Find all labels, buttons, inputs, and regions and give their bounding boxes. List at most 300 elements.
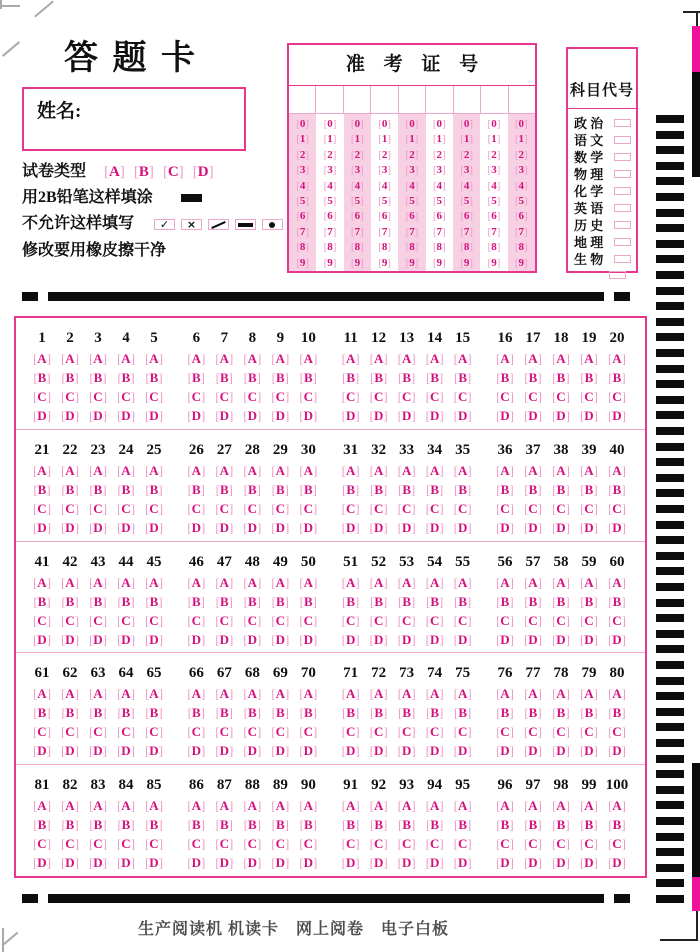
admission-digit-bubble[interactable]: [3] [405, 164, 419, 177]
option-bubble-B[interactable]: [B] [496, 593, 514, 609]
option-bubble-D[interactable]: [D] [607, 408, 627, 423]
option-bubble-A[interactable]: [A] [579, 574, 599, 590]
option-bubble-D[interactable]: [D] [369, 519, 388, 535]
option-bubble-A[interactable]: [A] [271, 798, 290, 814]
option-bubble-A[interactable]: [A] [523, 798, 543, 814]
option-bubble-A[interactable]: [A] [60, 798, 80, 814]
option-bubble-D[interactable]: [D] [116, 408, 136, 423]
option-bubble-D[interactable]: [D] [144, 631, 164, 647]
option-bubble-A[interactable]: [A] [523, 351, 543, 366]
option-bubble-B[interactable]: [B] [299, 817, 317, 833]
option-bubble-A[interactable]: [A] [607, 798, 627, 814]
option-bubble-D[interactable]: [D] [397, 519, 416, 535]
option-bubble-B[interactable]: [B] [187, 593, 205, 609]
option-bubble-B[interactable]: [B] [369, 705, 388, 721]
option-bubble-B[interactable]: [B] [117, 593, 135, 609]
option-bubble-D[interactable]: [D] [453, 408, 472, 423]
option-bubble-A[interactable]: [A] [425, 351, 444, 366]
option-bubble-D[interactable]: [D] [453, 855, 472, 871]
admission-digit-bubble[interactable]: [7] [323, 225, 337, 238]
option-bubble-B[interactable]: [B] [61, 593, 79, 609]
option-bubble-C[interactable]: [C] [187, 724, 206, 740]
option-bubble-D[interactable]: [D] [341, 631, 360, 647]
option-bubble-C[interactable]: [C] [369, 836, 388, 852]
option-bubble-C[interactable]: [C] [341, 836, 360, 852]
admission-digit-bubble[interactable]: [2] [405, 148, 419, 161]
option-bubble-A[interactable]: [A] [397, 686, 416, 702]
admission-digit-bubble[interactable]: [8] [514, 241, 528, 254]
option-bubble-C[interactable]: [C] [341, 724, 360, 740]
option-bubble-A[interactable]: [A] [187, 462, 206, 478]
option-bubble-A[interactable]: [A] [607, 351, 627, 366]
option-bubble-B[interactable]: [B] [117, 481, 135, 497]
option-bubble-B[interactable]: [B] [145, 817, 163, 833]
admission-write-cell[interactable] [509, 86, 535, 113]
option-bubble-B[interactable]: [B] [271, 817, 289, 833]
option-bubble-C[interactable]: [C] [607, 389, 627, 404]
option-bubble-C[interactable]: [C] [299, 612, 318, 628]
subject-checkbox[interactable] [614, 170, 631, 178]
option-bubble-A[interactable]: [A] [215, 798, 234, 814]
option-bubble-A[interactable]: [A] [32, 574, 52, 590]
option-bubble-A[interactable]: [A] [369, 462, 388, 478]
option-bubble-C[interactable]: [C] [32, 500, 52, 516]
admission-write-cell[interactable] [399, 86, 426, 113]
option-bubble-B[interactable]: [B] [271, 593, 289, 609]
option-bubble-C[interactable]: [C] [271, 836, 290, 852]
option-bubble-B[interactable]: [B] [552, 481, 570, 497]
admission-digit-bubble[interactable]: [9] [323, 256, 337, 269]
option-bubble-C[interactable]: [C] [243, 612, 262, 628]
option-bubble-C[interactable]: [C] [32, 612, 52, 628]
option-bubble-C[interactable]: [C] [116, 612, 136, 628]
admission-digit-bubble[interactable]: [8] [350, 241, 364, 254]
option-bubble-A[interactable]: [A] [243, 351, 262, 366]
admission-digit-bubble[interactable]: [0] [432, 118, 446, 130]
option-bubble-D[interactable]: [D] [523, 519, 543, 535]
option-bubble-C[interactable]: [C] [60, 836, 80, 852]
admission-digit-bubble[interactable]: [3] [323, 164, 337, 177]
option-bubble-C[interactable]: [C] [215, 836, 234, 852]
option-bubble-D[interactable]: [D] [551, 743, 571, 759]
subject-checkbox[interactable] [614, 187, 631, 195]
admission-digit-bubble[interactable]: [2] [378, 148, 392, 161]
option-bubble-D[interactable]: [D] [116, 519, 136, 535]
option-bubble-D[interactable]: [D] [341, 743, 360, 759]
admission-digit-bubble[interactable]: [5] [432, 195, 446, 208]
option-bubble-C[interactable]: [C] [299, 836, 318, 852]
option-bubble-C[interactable]: [C] [88, 612, 108, 628]
option-bubble-D[interactable]: [D] [607, 855, 627, 871]
option-bubble-D[interactable]: [D] [32, 408, 52, 423]
admission-digit-bubble[interactable]: [7] [296, 225, 310, 238]
option-bubble-D[interactable]: [D] [116, 855, 136, 871]
option-bubble-B[interactable]: [B] [608, 481, 626, 497]
option-bubble-D[interactable]: [D] [187, 519, 206, 535]
option-bubble-B[interactable]: [B] [524, 705, 542, 721]
option-bubble-A[interactable]: [A] [299, 462, 318, 478]
option-bubble-D[interactable]: [D] [243, 855, 262, 871]
option-bubble-C[interactable]: [C] [495, 500, 515, 516]
admission-digit-bubble[interactable]: [6] [487, 210, 501, 223]
option-bubble-B[interactable]: [B] [496, 705, 514, 721]
option-bubble-C[interactable]: [C] [88, 389, 108, 404]
admission-digit-bubble[interactable]: [4] [323, 179, 337, 192]
option-bubble-D[interactable]: [D] [397, 408, 416, 423]
option-bubble-C[interactable]: [C] [523, 389, 543, 404]
option-bubble-A[interactable]: [A] [523, 686, 543, 702]
option-bubble-D[interactable]: [D] [60, 631, 80, 647]
admission-digit-bubble[interactable]: [2] [350, 148, 364, 161]
option-bubble-D[interactable]: [D] [271, 855, 290, 871]
option-bubble-C[interactable]: [C] [116, 500, 136, 516]
option-bubble-B[interactable]: [B] [33, 593, 51, 609]
option-bubble-B[interactable]: [B] [33, 817, 51, 833]
admission-digit-bubble[interactable]: [6] [460, 210, 474, 223]
option-bubble-D[interactable]: [D] [187, 855, 206, 871]
option-bubble-D[interactable]: [D] [551, 519, 571, 535]
option-bubble-B[interactable]: [B] [187, 481, 205, 497]
admission-digit-bubble[interactable]: [7] [460, 225, 474, 238]
admission-digit-bubble[interactable]: [8] [405, 241, 419, 254]
admission-digit-bubble[interactable]: [6] [323, 210, 337, 223]
option-bubble-B[interactable]: [B] [61, 705, 79, 721]
admission-digit-bubble[interactable]: [3] [296, 164, 310, 177]
option-bubble-B[interactable]: [B] [299, 705, 317, 721]
option-bubble-B[interactable]: [B] [496, 370, 514, 385]
option-bubble-C[interactable]: [C] [369, 389, 388, 404]
option-bubble-C[interactable]: [C] [271, 724, 290, 740]
option-bubble-D[interactable]: [D] [523, 855, 543, 871]
admission-digit-bubble[interactable]: [6] [350, 210, 364, 223]
option-bubble-A[interactable]: [A] [551, 351, 571, 366]
option-bubble-C[interactable]: [C] [495, 836, 515, 852]
admission-digit-bubble[interactable]: [0] [323, 118, 337, 130]
option-bubble-A[interactable]: [A] [607, 462, 627, 478]
admission-digit-bubble[interactable]: [2] [514, 148, 528, 161]
option-bubble-A[interactable]: [A] [88, 798, 108, 814]
option-bubble-D[interactable]: [D] [144, 519, 164, 535]
admission-digit-bubble[interactable]: [3] [350, 164, 364, 177]
option-bubble-D[interactable]: [D] [243, 408, 262, 423]
option-bubble-A[interactable]: [A] [299, 798, 318, 814]
option-bubble-D[interactable]: [D] [215, 855, 234, 871]
option-bubble-B[interactable]: [B] [580, 370, 598, 385]
option-bubble-D[interactable]: [D] [32, 631, 52, 647]
option-bubble-C[interactable]: [C] [425, 836, 444, 852]
option-bubble-B[interactable]: [B] [397, 593, 416, 609]
option-bubble-C[interactable]: [C] [523, 836, 543, 852]
option-bubble-D[interactable]: [D] [215, 408, 234, 423]
option-bubble-B[interactable]: [B] [397, 481, 416, 497]
option-bubble-D[interactable]: [D] [271, 743, 290, 759]
option-bubble-B[interactable]: [B] [89, 593, 107, 609]
option-bubble-B[interactable]: [B] [271, 370, 289, 385]
option-bubble-B[interactable]: [B] [552, 817, 570, 833]
admission-digit-bubble[interactable]: [4] [296, 179, 310, 192]
admission-digit-bubble[interactable]: [5] [350, 195, 364, 208]
option-bubble-C[interactable]: [C] [523, 612, 543, 628]
subject-checkbox[interactable] [614, 221, 631, 229]
option-bubble-C[interactable]: [C] [32, 389, 52, 404]
option-bubble-C[interactable]: [C] [299, 724, 318, 740]
option-bubble-B[interactable]: [B] [369, 817, 388, 833]
option-bubble-D[interactable]: [D] [299, 519, 318, 535]
option-bubble-D[interactable]: [D] [523, 631, 543, 647]
admission-digit-bubble[interactable]: [5] [460, 195, 474, 208]
option-bubble-C[interactable]: [C] [144, 612, 164, 628]
option-bubble-D[interactable]: [D] [551, 855, 571, 871]
admission-digit-bubble[interactable]: [8] [460, 241, 474, 254]
option-bubble-D[interactable]: [D] [607, 743, 627, 759]
option-bubble-C[interactable]: [C] [523, 500, 543, 516]
option-bubble-A[interactable]: [A] [495, 351, 515, 366]
option-bubble-B[interactable]: [B] [89, 481, 107, 497]
option-bubble-C[interactable]: [C] [215, 612, 234, 628]
option-bubble-B[interactable]: [B] [496, 481, 514, 497]
name-field[interactable] [22, 87, 246, 151]
admission-digit-bubble[interactable]: [0] [460, 118, 474, 130]
option-bubble-A[interactable]: [A] [187, 798, 206, 814]
admission-write-cell[interactable] [289, 86, 316, 113]
option-bubble-C[interactable]: [C] [453, 836, 472, 852]
option-bubble-B[interactable]: [B] [369, 481, 388, 497]
option-bubble-D[interactable]: [D] [215, 631, 234, 647]
option-bubble-D[interactable]: [D] [369, 855, 388, 871]
admission-digit-bubble[interactable]: [6] [296, 210, 310, 223]
admission-digit-bubble[interactable]: [6] [378, 210, 392, 223]
option-bubble-D[interactable]: [D] [579, 408, 599, 423]
option-bubble-A[interactable]: [A] [271, 351, 290, 366]
option-bubble-A[interactable]: [A] [243, 798, 262, 814]
option-bubble-B[interactable]: [B] [397, 705, 416, 721]
option-bubble-D[interactable]: [D] [243, 743, 262, 759]
option-bubble-B[interactable]: [B] [369, 593, 388, 609]
admission-write-cell[interactable] [371, 86, 398, 113]
option-bubble-A[interactable]: [A] [607, 574, 627, 590]
admission-digit-bubble[interactable]: [1] [405, 133, 419, 146]
admission-digit-bubble[interactable]: [3] [432, 164, 446, 177]
admission-digit-bubble[interactable]: [7] [514, 225, 528, 238]
admission-digit-bubble[interactable]: [4] [350, 179, 364, 192]
option-bubble-D[interactable]: [D] [187, 408, 206, 423]
option-bubble-C[interactable]: [C] [88, 836, 108, 852]
option-bubble-C[interactable]: [C] [397, 389, 416, 404]
option-bubble-C[interactable]: [C] [60, 389, 80, 404]
option-bubble-A[interactable]: [A] [551, 798, 571, 814]
option-bubble-D[interactable]: [D] [425, 519, 444, 535]
option-bubble-D[interactable]: [D] [60, 855, 80, 871]
option-bubble-B[interactable]: [B] [33, 481, 51, 497]
option-bubble-B[interactable]: [B] [608, 817, 626, 833]
option-bubble-B[interactable]: [B] [580, 593, 598, 609]
admission-digit-bubble[interactable]: [1] [378, 133, 392, 146]
option-bubble-B[interactable]: [B] [341, 370, 360, 385]
option-bubble-D[interactable]: [D] [271, 631, 290, 647]
admission-write-cell[interactable] [454, 86, 481, 113]
option-bubble-B[interactable]: [B] [453, 370, 472, 385]
option-bubble-D[interactable]: [D] [116, 743, 136, 759]
option-bubble-C[interactable]: [C] [397, 724, 416, 740]
option-bubble-B[interactable]: [B] [117, 705, 135, 721]
option-bubble-C[interactable]: [C] [243, 724, 262, 740]
subject-checkbox[interactable] [614, 153, 631, 161]
option-bubble-A[interactable]: [A] [299, 574, 318, 590]
option-bubble-C[interactable]: [C] [60, 724, 80, 740]
option-bubble-C[interactable]: [C] [523, 724, 543, 740]
option-bubble-D[interactable]: [D] [299, 631, 318, 647]
admission-digit-bubble[interactable]: [8] [323, 241, 337, 254]
option-bubble-D[interactable]: [D] [397, 631, 416, 647]
admission-digit-bubble[interactable]: [4] [432, 179, 446, 192]
option-bubble-A[interactable]: [A] [341, 462, 360, 478]
option-bubble-D[interactable]: [D] [88, 408, 108, 423]
option-bubble-A[interactable]: [A] [60, 351, 80, 366]
option-bubble-B[interactable]: [B] [524, 817, 542, 833]
option-bubble-B[interactable]: [B] [425, 481, 444, 497]
option-bubble-D[interactable]: [D] [607, 519, 627, 535]
option-bubble-A[interactable]: [A] [425, 686, 444, 702]
admission-digit-bubble[interactable]: [2] [487, 148, 501, 161]
option-bubble-B[interactable]: [B] [369, 370, 388, 385]
option-bubble-A[interactable]: [A] [32, 351, 52, 366]
option-bubble-D[interactable]: [D] [299, 743, 318, 759]
option-bubble-D[interactable]: [D] [453, 519, 472, 535]
option-bubble-C[interactable]: [C] [579, 724, 599, 740]
subject-checkbox[interactable] [614, 238, 631, 246]
option-bubble-C[interactable]: [C] [32, 836, 52, 852]
option-bubble-C[interactable]: [C] [116, 724, 136, 740]
option-bubble-B[interactable]: [B] [341, 705, 360, 721]
option-bubble-D[interactable]: [D] [369, 743, 388, 759]
option-bubble-D[interactable]: [D] [425, 743, 444, 759]
admission-digit-bubble[interactable]: [4] [460, 179, 474, 192]
option-bubble-C[interactable]: [C] [341, 389, 360, 404]
option-bubble-C[interactable]: [C] [551, 500, 571, 516]
option-bubble-A[interactable]: [A] [551, 686, 571, 702]
option-bubble-D[interactable]: [D] [299, 408, 318, 423]
option-bubble-A[interactable]: [A] [453, 686, 472, 702]
option-bubble-A[interactable]: [A] [187, 574, 206, 590]
option-bubble-D[interactable]: [D] [369, 631, 388, 647]
option-bubble-D[interactable]: [D] [341, 408, 360, 423]
option-bubble-C[interactable]: [C] [425, 612, 444, 628]
option-bubble-A[interactable]: [A] [579, 462, 599, 478]
option-bubble-B[interactable]: [B] [608, 370, 626, 385]
option-bubble-A[interactable]: [A] [32, 798, 52, 814]
option-bubble-A[interactable]: [A] [369, 686, 388, 702]
option-bubble-B[interactable]: [B] [580, 481, 598, 497]
option-bubble-D[interactable]: [D] [523, 408, 543, 423]
option-bubble-D[interactable]: [D] [215, 519, 234, 535]
option-bubble-A[interactable]: [A] [116, 574, 136, 590]
option-bubble-D[interactable]: [D] [341, 855, 360, 871]
option-bubble-A[interactable]: [A] [523, 462, 543, 478]
admission-digit-bubble[interactable]: [1] [460, 133, 474, 146]
option-bubble-C[interactable]: [C] [579, 500, 599, 516]
option-bubble-D[interactable]: [D] [60, 408, 80, 423]
option-bubble-A[interactable]: [A] [88, 574, 108, 590]
option-bubble-A[interactable]: [A] [144, 798, 164, 814]
option-bubble-C[interactable]: [C] [369, 612, 388, 628]
option-bubble-B[interactable]: [B] [215, 481, 233, 497]
admission-digit-bubble[interactable]: [0] [487, 118, 501, 130]
option-bubble-D[interactable]: [D] [551, 408, 571, 423]
option-bubble-C[interactable]: [C] [271, 612, 290, 628]
option-bubble-A[interactable]: [A] [271, 686, 290, 702]
option-bubble-C[interactable]: [C] [243, 500, 262, 516]
option-bubble-C[interactable]: [C] [369, 724, 388, 740]
option-bubble-D[interactable]: [D] [144, 855, 164, 871]
admission-digit-bubble[interactable]: [6] [405, 210, 419, 223]
admission-digit-bubble[interactable]: [1] [487, 133, 501, 146]
admission-digit-bubble[interactable]: [1] [514, 133, 528, 146]
option-bubble-D[interactable]: [D] [495, 743, 515, 759]
option-bubble-B[interactable]: [B] [608, 593, 626, 609]
admission-digit-bubble[interactable]: [6] [514, 210, 528, 223]
option-bubble-A[interactable]: [A] [425, 574, 444, 590]
option-bubble-C[interactable]: [C] [425, 389, 444, 404]
option-bubble-A[interactable]: [A] [341, 686, 360, 702]
option-bubble-B[interactable]: [B] [608, 705, 626, 721]
option-bubble-A[interactable]: [A] [425, 462, 444, 478]
option-bubble-B[interactable]: [B] [453, 481, 472, 497]
option-bubble-A[interactable]: [A] [215, 351, 234, 366]
option-bubble-D[interactable]: [D] [88, 743, 108, 759]
option-bubble-A[interactable]: [A] [88, 686, 108, 702]
option-bubble-A[interactable]: [A] [144, 351, 164, 366]
option-bubble-C[interactable]: [C] [243, 836, 262, 852]
option-bubble-C[interactable]: [C] [425, 724, 444, 740]
admission-digit-bubble[interactable]: [2] [296, 148, 310, 161]
admission-digit-bubble[interactable]: [1] [350, 133, 364, 146]
admission-write-cell[interactable] [344, 86, 371, 113]
option-bubble-C[interactable]: [C] [453, 500, 472, 516]
option-bubble-A[interactable]: [A] [144, 686, 164, 702]
option-bubble-C[interactable]: [C] [607, 500, 627, 516]
option-bubble-A[interactable]: [A] [116, 798, 136, 814]
option-bubble-D[interactable]: [D] [271, 519, 290, 535]
option-bubble-D[interactable]: [D] [243, 631, 262, 647]
option-bubble-A[interactable]: [A] [369, 351, 388, 366]
admission-digit-bubble[interactable]: [8] [296, 241, 310, 254]
option-bubble-B[interactable]: [B] [524, 593, 542, 609]
option-bubble-B[interactable]: [B] [425, 593, 444, 609]
admission-digit-bubble[interactable]: [5] [405, 195, 419, 208]
option-bubble-C[interactable]: [C] [144, 836, 164, 852]
option-bubble-D[interactable]: [D] [60, 519, 80, 535]
option-bubble-A[interactable]: [A] [341, 351, 360, 366]
option-bubble-A[interactable]: [A] [551, 574, 571, 590]
admission-digit-bubble[interactable]: [7] [378, 225, 392, 238]
option-bubble-A[interactable]: [A] [187, 351, 206, 366]
subject-checkbox[interactable] [614, 119, 631, 127]
option-bubble-C[interactable]: [C] [579, 389, 599, 404]
option-bubble-B[interactable]: [B] [552, 370, 570, 385]
option-bubble-A[interactable]: [A] [453, 798, 472, 814]
option-bubble-B[interactable]: [B] [496, 817, 514, 833]
option-bubble-B[interactable]: [B] [341, 593, 360, 609]
admission-digit-bubble[interactable]: [7] [487, 225, 501, 238]
option-bubble-A[interactable]: [A] [579, 686, 599, 702]
option-bubble-D[interactable]: [D] [32, 743, 52, 759]
option-bubble-C[interactable]: [C] [579, 612, 599, 628]
admission-digit-bubble[interactable]: [9] [350, 256, 364, 269]
admission-digit-bubble[interactable]: [5] [296, 195, 310, 208]
option-bubble-C[interactable]: [C] [551, 612, 571, 628]
option-bubble-C[interactable]: [C] [607, 836, 627, 852]
option-bubble-B[interactable]: [B] [145, 705, 163, 721]
